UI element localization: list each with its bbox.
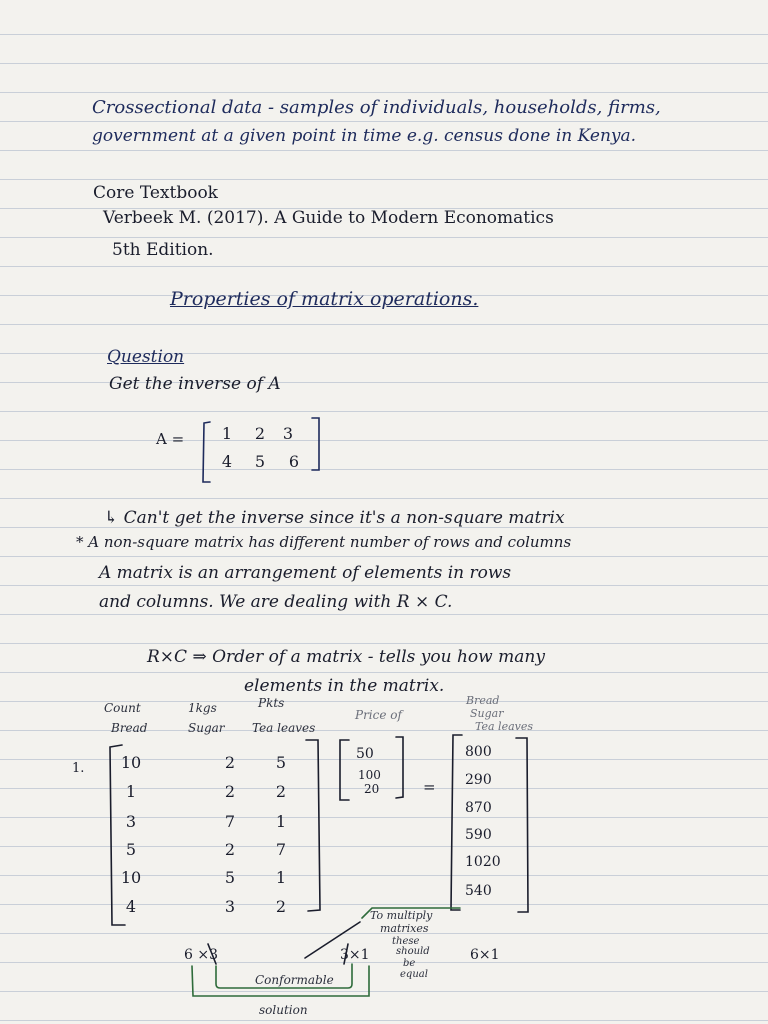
matrix-a-cell: 1 (221, 424, 233, 443)
matrix-a-cell: 2 (254, 424, 266, 443)
conformable-label: Conformable (255, 973, 334, 987)
quantity-matrix-cell: 3 (125, 812, 137, 831)
dimension-right: 6×1 (470, 947, 500, 963)
quantity-matrix-cell: 2 (224, 782, 236, 801)
equals-sign: = (423, 778, 436, 796)
matrix-a-cell: 4 (221, 452, 233, 471)
textbook-edition: 5th Edition. (112, 240, 214, 260)
price-label: Price of (355, 708, 402, 722)
quantity-matrix-cell: 4 (125, 897, 137, 916)
conformable-bracket (216, 964, 352, 988)
col-header-top: Count (104, 701, 141, 715)
price-left-bracket (340, 740, 349, 800)
multiply-note: equal (400, 969, 428, 980)
result-vector-cell: 870 (465, 800, 492, 816)
quantity-matrix-cell: 1 (275, 812, 287, 831)
quantity-matrix-cell: 7 (275, 840, 287, 859)
answer-line-2: * A non-square matrix has different number of rows and columns (76, 533, 572, 551)
result-vector-cell: 1020 (465, 854, 501, 870)
solution-bracket (192, 966, 369, 996)
order-line-2: elements in the matrix. (244, 676, 445, 696)
cross-section-line-2: government at a given point in time e.g. census done in Kenya. (92, 126, 637, 146)
question-text: Get the inverse of A (109, 374, 281, 394)
matrix-a-cell: 5 (254, 452, 266, 471)
dimension-left: 6 ×3 (184, 947, 218, 963)
col-header-bottom: Sugar (188, 721, 225, 735)
result-vector-cell: 540 (465, 883, 492, 899)
quantity-matrix-cell: 3 (224, 897, 236, 916)
quantity-matrix-cell: 2 (224, 753, 236, 772)
price-vector-cell: 100 (358, 768, 381, 782)
multiply-note: be (403, 958, 416, 969)
price-vector-cell: 20 (364, 782, 380, 796)
multiply-note: should (396, 946, 430, 957)
textbook-heading: Core Textbook (93, 183, 218, 203)
multiply-note: To multiply (370, 909, 433, 922)
price-right-bracket (396, 737, 403, 798)
quantity-matrix-cell: 2 (275, 897, 287, 916)
answer-line-3: A matrix is an arrangement of elements in rows (99, 563, 512, 583)
matrix-a-right-bracket (312, 418, 319, 470)
solution-label: solution (259, 1003, 308, 1017)
quantity-matrix-cell: 5 (275, 753, 287, 772)
quantity-matrix-cell: 5 (125, 840, 137, 859)
quantity-matrix-cell: 10 (120, 753, 142, 772)
textbook-reference: Verbeek M. (2017). A Guide to Modern Economatics (103, 208, 554, 228)
result-vector-cell: 290 (465, 772, 492, 788)
matrix-a-label: A = (156, 430, 185, 448)
quantity-matrix-cell: 7 (224, 812, 236, 831)
col-header-top: Pkts (258, 696, 285, 710)
result-header: Sugar (470, 707, 504, 720)
quantity-matrix-cell: 2 (224, 840, 236, 859)
col-header-bottom: Bread (111, 721, 148, 735)
quantity-matrix-cell: 5 (224, 868, 236, 887)
quantity-matrix-cell: 10 (120, 868, 142, 887)
matrix-a-cell: 6 (288, 452, 300, 471)
dimension-middle: 3×1 (340, 947, 370, 963)
quantity-left-bracket (110, 745, 125, 925)
result-vector-cell: 590 (465, 827, 492, 843)
result-left-bracket (451, 735, 462, 910)
matrix-a-left-bracket (203, 422, 210, 482)
result-header: Tea leaves (475, 720, 534, 733)
question-heading: Question (107, 347, 185, 367)
answer-line-4: and columns. We are dealing with R × C. (99, 592, 453, 612)
result-right-bracket (516, 738, 528, 912)
result-vector-cell: 800 (465, 744, 492, 760)
price-vector-cell: 50 (356, 746, 374, 762)
matrix-a-cell: 3 (282, 424, 294, 443)
answer-line-1: ↳ Can't get the inverse since it's a non-square matrix (104, 508, 565, 528)
cross-section-line-1: Crossectional data - samples of individuals, households, firms, (92, 97, 661, 118)
result-header: Bread (466, 694, 500, 707)
multiply-note: these (392, 936, 420, 947)
quantity-matrix-cell: 1 (275, 868, 287, 887)
order-line-1: R×C ⇒ Order of a matrix - tells you how many (147, 647, 545, 667)
col-header-bottom: Tea leaves (252, 721, 316, 735)
col-header-top: 1kgs (188, 701, 217, 715)
example-number: 1. (72, 761, 85, 776)
quantity-matrix-cell: 2 (275, 782, 287, 801)
section-title: Properties of matrix operations. (170, 288, 479, 310)
quantity-right-bracket (306, 740, 320, 911)
multiply-note: matrixes (380, 922, 429, 935)
quantity-matrix-cell: 1 (125, 782, 137, 801)
